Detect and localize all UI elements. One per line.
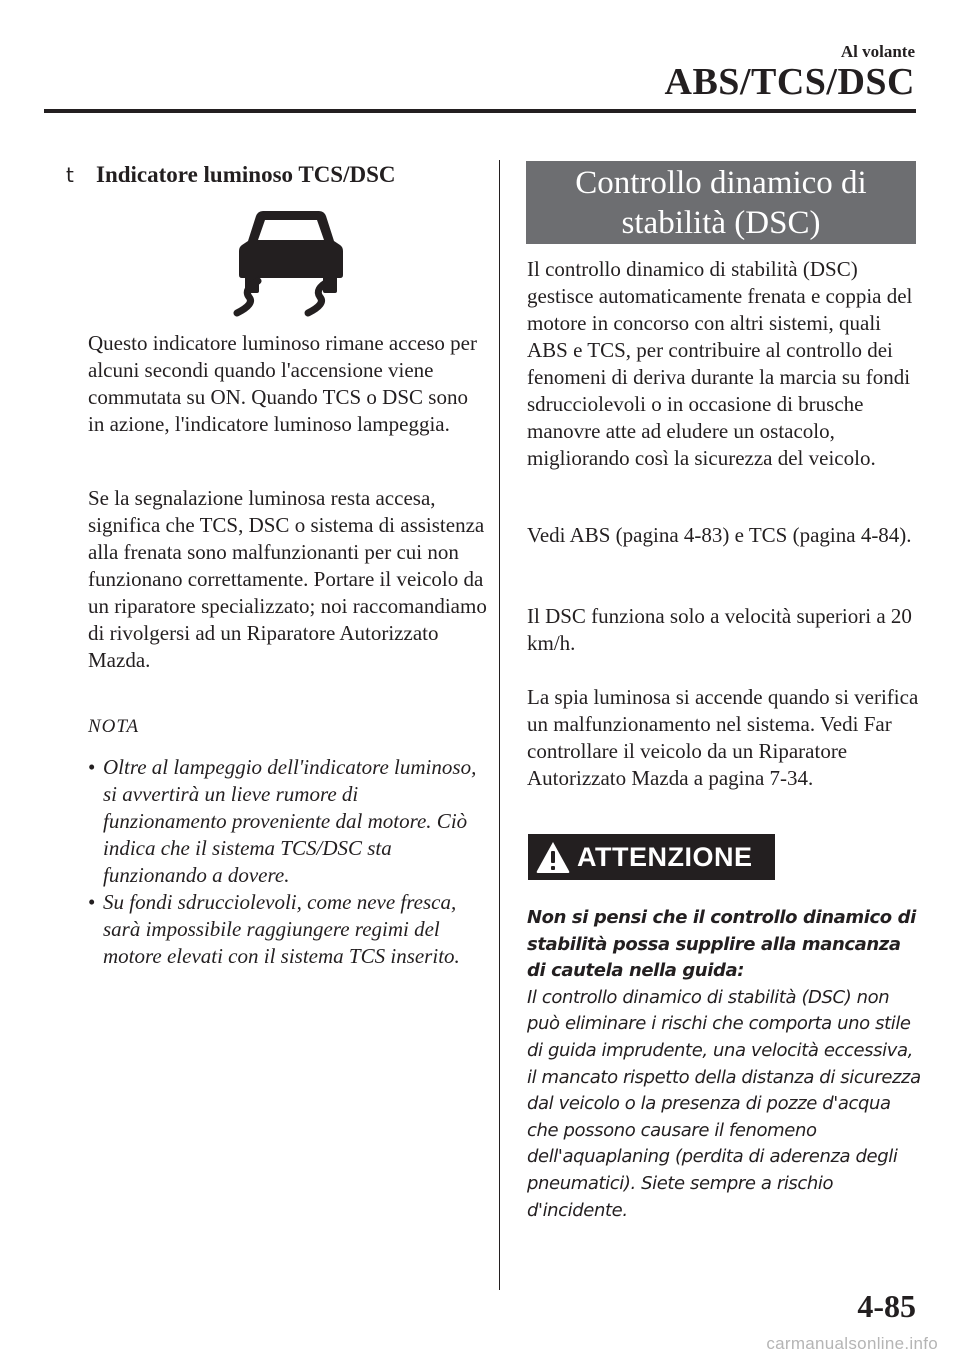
header-rule [44,109,916,113]
warning-bold-text: Non si pensi che il controllo dinamico di stabilità possa supplire alla mancanza di cautela nella guida: [527,907,916,982]
column-divider [499,160,500,1290]
section-marker: t [66,163,74,187]
warning-body-text: Il controllo dinamico di stabilità (DSC) non può eliminare i rischi che comporta uno stile di guida imprudente, una velocità eccessiva, il mancato rispetto della distanza di sicurezza dal veicolo o la presenza di pozze d'acqua che possono causare il fenomeno dell'aquaplaning (perdita di aderenza degli pneumatici). Siete sempre a rischio d'incidente. [527,986,921,1221]
header-title: ABS/TCS/DSC [664,61,915,103]
page-number: 4-85 [857,1288,916,1324]
section-heading [66,162,396,188]
list-item: • Oltre al lampeggio dell'indicatore luminoso, si avvertirà un lieve rumore di funzionamento proveniente dal motore. Ciò indica che il sistema TCS/DSC sta funzionando a dovere. [88,755,477,887]
section-heading-text: Indicatore luminoso TCS/DSC [96,162,396,187]
watermark: carmanualsonline.info [766,1334,938,1353]
bullet: • [88,755,96,779]
warning-box [528,834,775,880]
note-list [86,754,486,970]
dsc-paragraph-4: La spia luminosa si accende quando si verifica un malfunzionamento nel sistema. Vedi Far controllare il veicolo da un Riparatore Autorizzato Mazda a pagina 7-34. [527,685,919,790]
note-label: NOTA [88,716,140,737]
bullet: • [88,890,96,914]
dsc-paragraph-2: Vedi ABS (pagina 4-83) e TCS (pagina 4-84). [527,523,912,547]
list-item: • Su fondi sdrucciolevoli, come neve fresca, sarà impossibile raggiungere regimi del motore elevati con il sistema TCS inserito. [88,890,460,968]
indicator-paragraph-1: Questo indicatore luminoso rimane acceso per alcuni secondi quando l'accensione viene commutata su ON. Quando TCS o DSC sono in azione, l'indicatore luminoso lampeggia. [88,331,477,436]
indicator-paragraph-2: Se la segnalazione luminosa resta accesa, significa che TCS, DSC o sistema di assistenza alla frenata sono malfunzionanti per cui non funzionano correttamente. Portare il veicolo da un riparatore specializzato; noi raccomandiamo di rivolgersi ad un Riparatore Autorizzato Mazda. [88,486,487,672]
tcs-dsc-skid-car-icon [225,205,357,320]
header-subtitle: Al volante [840,42,915,61]
warning-label: ATTENZIONE [577,841,753,872]
warning-triangle-icon [535,840,571,874]
warning-text [527,905,922,1224]
dsc-section-title: Controllo dinamico di stabilità (DSC) [526,161,916,244]
dsc-paragraph-3: Il DSC funziona solo a velocità superiori a 20 km/h. [527,604,912,655]
dsc-paragraph-1: Il controllo dinamico di stabilità (DSC) gestisce automaticamente frenata e coppia del motore in concorso con altri sistemi, quali ABS e TCS, per contribuire al controllo dei fenomeni di deriva durante la marcia su fondi sdrucciolevoli o in occasione di brusche manovre atte ad eludere un ostacolo, migliorando così la sicurezza del veicolo. [527,257,913,470]
